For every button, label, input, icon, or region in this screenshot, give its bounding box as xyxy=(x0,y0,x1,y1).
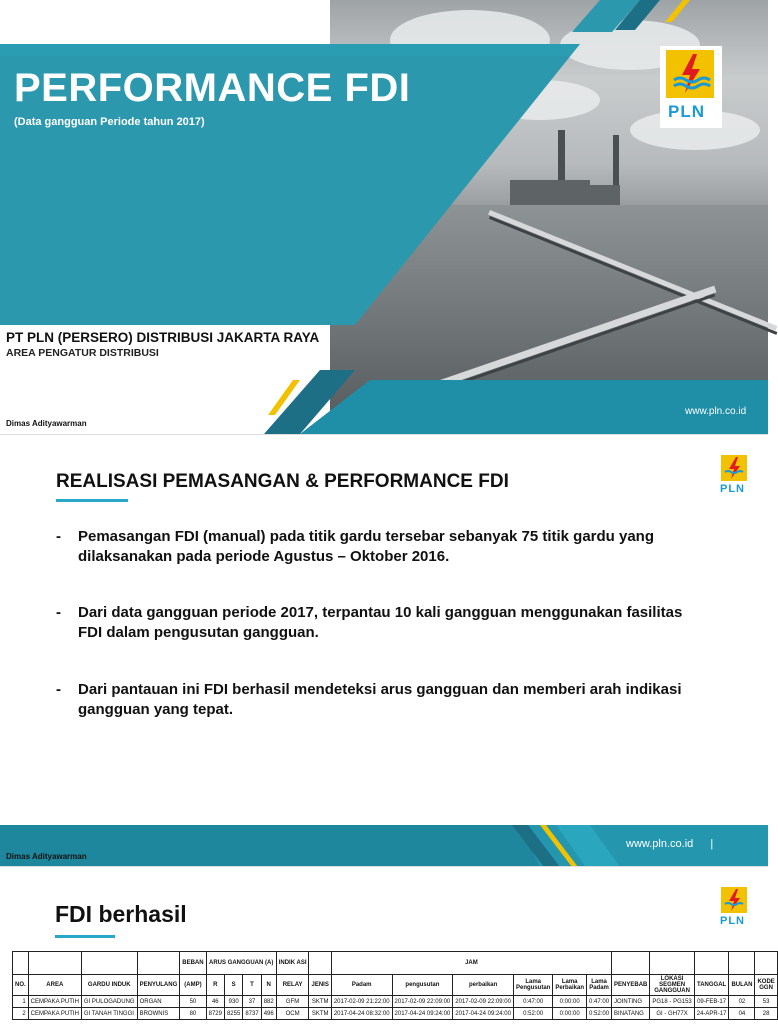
table-row: 2 CEMPAKA PUTIH GI TANAH TINGGI BROWNIS 80 8729 8255 8737 496 OCM SKTM 2017-04-24 08:32:00 2017-04-24 09:24:00 2017-04-24 09:24:00 0:52:00 0:00:00 0:52:00 BINATANG GI - GH77X 24-APR-17 04 28 xyxy=(13,1008,778,1020)
pln-logo-text: PLN xyxy=(668,102,705,121)
col-gardu-induk: GARDU INDUK xyxy=(81,975,137,996)
col-kode: KODE GGN xyxy=(755,975,777,996)
bullet-text: Dari data gangguan periode 2017, terpantau 10 kali gangguan menggunakan fasilitas FDI dalam pengusutan gangguan. xyxy=(78,604,683,641)
col-penyebab: PENYEBAB xyxy=(612,975,650,996)
website-link[interactable]: www.pln.co.id xyxy=(685,406,747,417)
content-slide xyxy=(0,434,768,867)
heading-underline xyxy=(55,935,115,938)
website-url[interactable]: www.pln.co.id xyxy=(626,838,694,850)
bullet-item xyxy=(56,603,696,647)
header-arus: ARUS GANGGUAN (A) xyxy=(206,952,276,975)
col-tanggal: TANGGAL xyxy=(694,975,729,996)
area-name: AREA PENGATUR DISTRIBUSI xyxy=(6,347,159,359)
col-amp: (AMP) xyxy=(180,975,206,996)
company-name: PT PLN (PERSERO) DISTRIBUSI JAKARTA RAYA xyxy=(6,330,320,345)
col-no: NO. xyxy=(13,975,29,996)
header-beban: BEBAN xyxy=(180,952,206,975)
fdi-table xyxy=(12,951,778,1020)
author-name: Dimas Adityawarman xyxy=(6,852,87,861)
table-header-row xyxy=(13,975,778,996)
table-row: 1 CEMPAKA PUTIH GI PULOGADUNG ORGAN 50 46 930 37 882 GFM SKTM 2017-02-09 21:22:00 2017-02-09 22:09:00 2017-02-09 22:09:00 0:47:00 0:00:00 0:47:00 JOINTING PG18 - PG153 09-FEB-17 02 53 xyxy=(13,996,778,1008)
col-perbaikan: perbaikan xyxy=(453,975,514,996)
bullet-dash: - xyxy=(56,528,61,545)
slide-heading: FDI berhasil xyxy=(55,901,187,927)
table-slide xyxy=(0,866,775,1025)
col-relay: RELAY xyxy=(276,975,309,996)
header-indikasi: INDIK ASI xyxy=(276,952,309,975)
slide-subtitle: (Data gangguan Periode tahun 2017) xyxy=(14,116,205,128)
bullet-text: Dari pantauan ini FDI berhasil mendeteksi arus gangguan dan memberi arah indikasi gangguan yang tepat. xyxy=(78,681,682,718)
pln-logo xyxy=(716,453,752,499)
header-jam: JAM xyxy=(331,952,611,975)
col-area: AREA xyxy=(28,975,81,996)
col-lama-perbaikan: Lama Perbaikan xyxy=(553,975,587,996)
author-name: Dimas Adityawarman xyxy=(6,419,87,428)
website-link[interactable] xyxy=(626,838,713,850)
table-header-row-top xyxy=(13,952,778,975)
col-lama-pengusutan: Lama Pengusutan xyxy=(513,975,552,996)
bullet-dash: - xyxy=(56,604,61,621)
col-t: T xyxy=(243,975,261,996)
slide-title: PERFORMANCE FDI xyxy=(14,66,411,110)
pln-logo-text: PLN xyxy=(720,483,745,495)
pln-logo-text: PLN xyxy=(720,915,745,927)
bullet-text: Pemasangan FDI (manual) pada titik gardu tersebar sebanyak 75 titik gardu yang dilaksanakan pada periode Agustus – Oktober 2016. xyxy=(78,528,655,565)
col-jenis: JENIS xyxy=(309,975,331,996)
col-padam: Padam xyxy=(331,975,392,996)
bullet-item xyxy=(56,527,696,571)
col-s: S xyxy=(224,975,242,996)
pln-logo xyxy=(716,885,752,931)
heading-underline xyxy=(56,499,128,502)
col-pengusutan: pengusutan xyxy=(392,975,453,996)
bullet-dash: - xyxy=(56,681,61,698)
col-n: N xyxy=(261,975,276,996)
col-bulan: BULAN xyxy=(729,975,755,996)
col-penyulang: PENYULANG xyxy=(137,975,180,996)
col-r: R xyxy=(206,975,224,996)
col-lokasi: LOKASI SEGMEN GANGGUAN xyxy=(650,975,694,996)
footer-separator: | xyxy=(710,838,714,850)
title-slide xyxy=(0,0,768,434)
bullet-item xyxy=(56,680,696,724)
slide-heading: REALISASI PEMASANGAN & PERFORMANCE FDI xyxy=(56,471,509,492)
pln-logo xyxy=(660,46,722,128)
col-lama-padam: Lama Padam xyxy=(587,975,612,996)
